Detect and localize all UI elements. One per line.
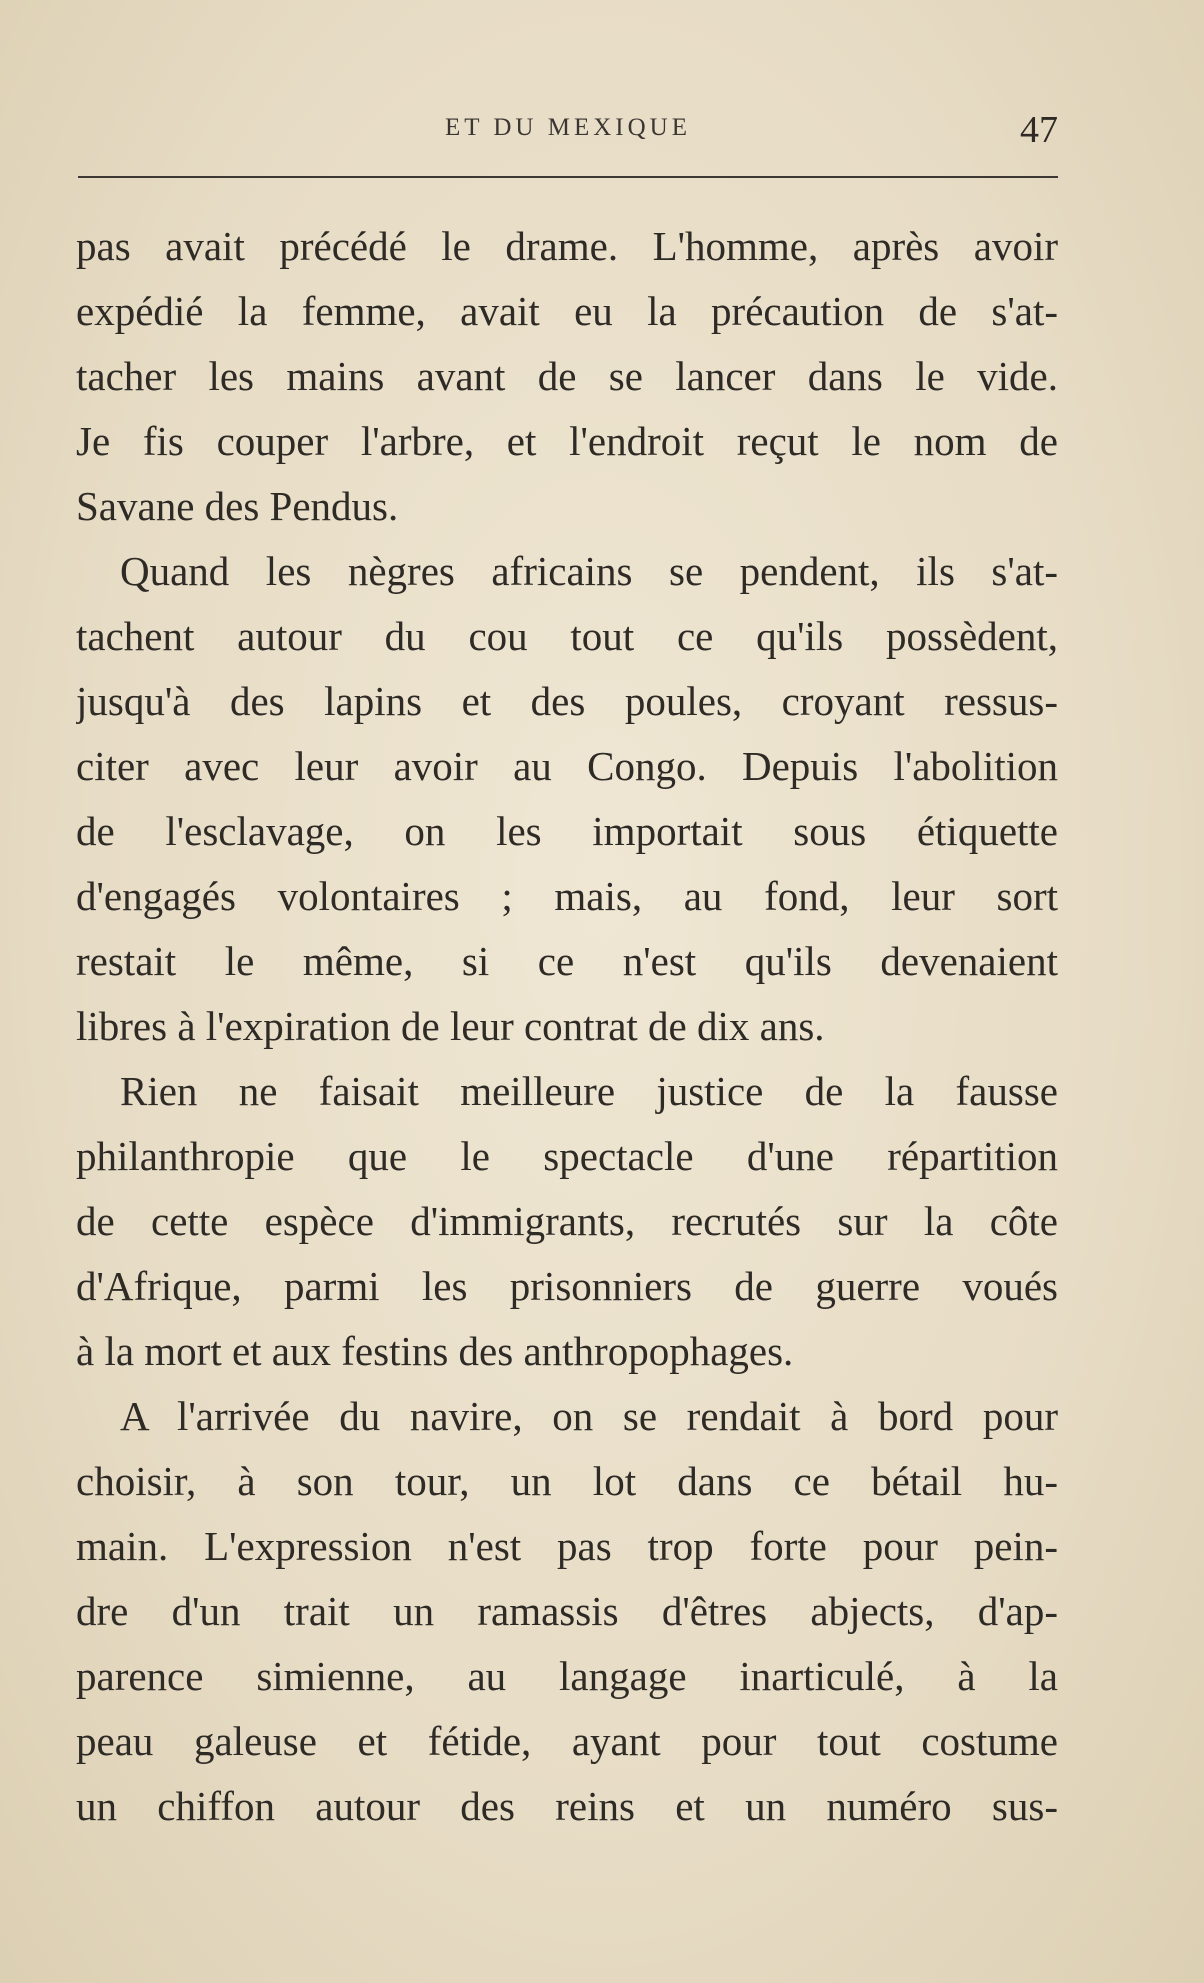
text-line: main. L'expression n'est pas trop forte pour pein- xyxy=(76,1523,1058,1569)
text-line: expédié la femme, avait eu la précaution de s'at- xyxy=(76,288,1058,334)
paragraph-1 xyxy=(76,214,1058,539)
text-line: tachent autour du cou tout ce qu'ils possèdent, xyxy=(76,613,1058,659)
text-line: Quand les nègres africains se pendent, ils s'at- xyxy=(120,548,1058,594)
text-line: jusqu'à des lapins et des poules, croyant ressus- xyxy=(76,678,1058,724)
text-line: Savane des Pendus. xyxy=(76,483,399,529)
text-line: pas avait précédé le drame. L'homme, après avoir xyxy=(76,223,1058,269)
text-line: restait le même, si ce n'est qu'ils devenaient xyxy=(76,938,1058,984)
text-line: dre d'un trait un ramassis d'êtres abjects, d'ap- xyxy=(76,1588,1058,1634)
text-line: à la mort et aux festins des anthropophages. xyxy=(76,1328,794,1374)
body-text xyxy=(76,214,1058,1839)
text-line: choisir, à son tour, un lot dans ce bétail hu- xyxy=(76,1458,1058,1504)
text-line: parence simienne, au langage inarticulé, à la xyxy=(76,1653,1058,1699)
paragraph-2 xyxy=(76,539,1058,1059)
text-line: philanthropie que le spectacle d'une répartition xyxy=(76,1133,1058,1179)
text-line: Je fis couper l'arbre, et l'endroit reçut le nom de xyxy=(76,418,1058,464)
paragraph-4 xyxy=(76,1384,1058,1839)
text-line: tacher les mains avant de se lancer dans le vide. xyxy=(76,353,1058,399)
text-line: d'engagés volontaires ; mais, au fond, leur sort xyxy=(76,873,1058,919)
text-line: un chiffon autour des reins et un numéro sus- xyxy=(76,1783,1058,1829)
text-line: de cette espèce d'immigrants, recrutés sur la côte xyxy=(76,1198,1058,1244)
text-line: d'Afrique, parmi les prisonniers de guerre voués xyxy=(76,1263,1058,1309)
header-rule xyxy=(78,176,1058,178)
running-head: ET DU MEXIQUE xyxy=(445,114,691,141)
page-number: 47 xyxy=(1020,109,1058,151)
text-line: peau galeuse et fétide, ayant pour tout costume xyxy=(76,1718,1058,1764)
text-line: A l'arrivée du navire, on se rendait à bord pour xyxy=(120,1393,1058,1439)
text-line: Rien ne faisait meilleure justice de la fausse xyxy=(120,1068,1058,1114)
paragraph-3 xyxy=(76,1059,1058,1384)
text-line: citer avec leur avoir au Congo. Depuis l'abolition xyxy=(76,743,1058,789)
text-line: de l'esclavage, on les importait sous étiquette xyxy=(76,808,1058,854)
text-line: libres à l'expiration de leur contrat de dix ans. xyxy=(76,1003,825,1049)
page-header xyxy=(78,108,1058,158)
